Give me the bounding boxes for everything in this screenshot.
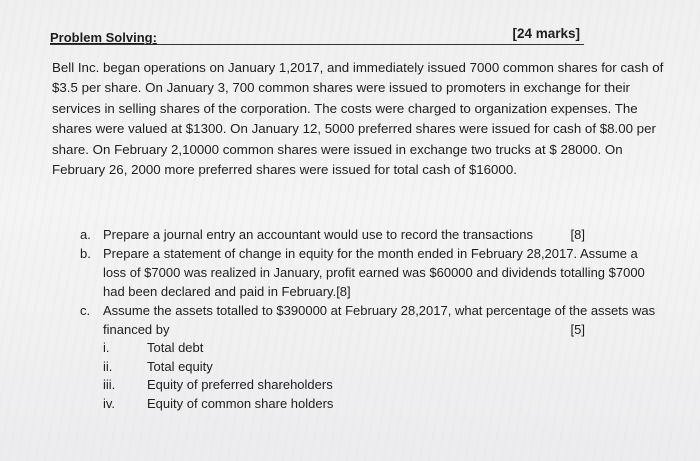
question-marker: c. <box>80 303 91 318</box>
statement-line: February 26, 2000 more preferred shares were issued for total cash of $16000. <box>52 162 517 178</box>
statement-line: Bell Inc. began operations on January 1,2017, and immediately issued 7000 common shares for cash of <box>52 60 664 75</box>
problem-statement <box>52 58 664 180</box>
sub-marker: i. <box>103 340 110 355</box>
question-a-marks: [8] <box>570 227 585 242</box>
sub-item <box>103 395 625 414</box>
total-marks: [24 marks] <box>512 26 580 41</box>
statement-line: share. On February 2,10000 common shares were issued in exchange two trucks at $ 28000. On <box>52 141 623 157</box>
question-text: Prepare a statement of change in equity for the month ended in February 28,2017. Assume a <box>103 246 638 261</box>
question-text: had been declared and paid in February.[8] <box>103 284 351 299</box>
question-text: loss of $7000 was realized in January, profit earned was $60000 and dividends totalling $7000 <box>103 265 645 280</box>
question-c-text: financed by <box>103 322 170 337</box>
question-a-text: Prepare a journal entry an accountant would use to record the transactions <box>103 227 533 242</box>
question-text <box>103 225 625 244</box>
sub-text: Total equity <box>147 358 213 374</box>
sub-item <box>103 358 625 377</box>
question-b <box>80 244 645 301</box>
sub-marker: iii. <box>103 377 116 393</box>
statement-line: $3.5 per share. On January 3, 700 common shares were issued to promoters in exchange for their <box>52 80 630 96</box>
question-a <box>80 225 625 244</box>
question-marker: a. <box>80 227 91 242</box>
section-header <box>50 26 584 45</box>
sub-item <box>103 339 625 358</box>
section-title: Problem Solving: <box>50 30 157 45</box>
sub-marker: ii. <box>103 358 113 374</box>
statement-line: services in selling shares of the corporation. The costs were charged to organization expenses. The <box>52 100 638 116</box>
sub-marker: iv. <box>103 395 116 411</box>
statement-line: shares were valued at $1300. On January 12, 5000 preferred shares were issued for cash of $8.00 per <box>52 121 656 137</box>
question-c <box>80 301 656 339</box>
sub-item <box>103 376 625 395</box>
sub-text: Total debt <box>147 340 204 355</box>
question-list <box>80 225 656 413</box>
question-c-marks: [5] <box>570 322 585 337</box>
question-text: Assume the assets totalled to $390000 at February 28,2017, what percentage of the assets was <box>103 303 656 318</box>
question-text <box>103 320 625 339</box>
sub-text: Equity of preferred shareholders <box>147 377 333 393</box>
sub-text: Equity of common share holders <box>147 395 334 411</box>
question-marker: b. <box>80 246 91 261</box>
